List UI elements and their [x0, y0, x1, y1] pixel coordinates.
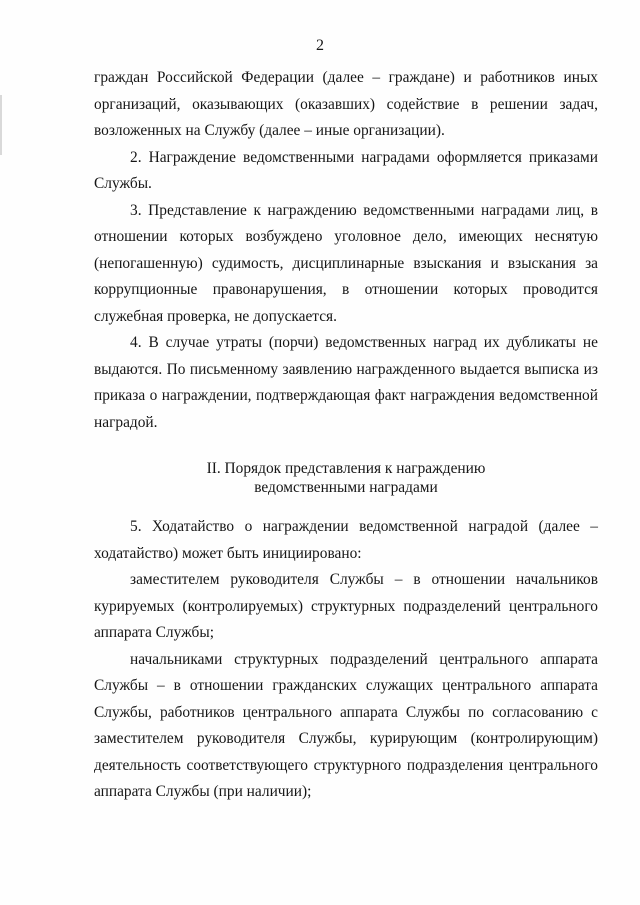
paragraph-continuation: граждан Российской Федерации (далее – граждане) и работников иных организаций, оказывающих (оказавших) содействие в решении задач, возложенных на Службу (далее – иные организации).: [94, 69, 598, 139]
document-body: [94, 65, 598, 806]
paragraph-3: 3. Представление к награждению ведомственными наградами лиц, в отношении которых возбуждено уголовное дело, имеющих неснятую (непогашенную) судимость, дисциплинарные взыскания и взыскания за коррупционные правонарушения, в отношении которых проводится служебная проверка, не допускается.: [94, 201, 598, 325]
section-heading-line-1: II. Порядок представления к награждению: [206, 460, 486, 477]
paragraph-4: 4. В случае утраты (порчи) ведомственных наград их дубликаты не выдаются. По письменному заявлению награжденного выдается выписка из приказа о награждении, подтверждающая факт награждения ведомственной наградой.: [94, 334, 598, 431]
page-number: 2: [316, 37, 324, 54]
paragraph-2: 2. Награждение ведомственными наградами оформляется приказами Службы.: [94, 148, 598, 192]
section-heading-line-2: ведомственными наградами: [254, 479, 438, 496]
paragraph-6: заместителем руководителя Службы – в отношении начальников курируемых (контролируемых) структурных подразделений центрального аппарата Службы;: [94, 571, 598, 641]
scan-edge-mark: [0, 95, 2, 155]
paragraph-5: 5. Ходатайство о награждении ведомственной наградой (далее – ходатайство) может быть инициировано:: [94, 518, 598, 562]
section-heading: [94, 459, 598, 497]
paragraph-7: начальниками структурных подразделений центрального аппарата Службы – в отношении гражданских служащих центрального аппарата Службы, работников центрального аппарата Службы по согласованию с заместителем руководителя Службы, курирующим (контролирующим) деятельность соответствующего структурного подразделения центрального аппарата Службы (при наличии);: [94, 650, 598, 800]
